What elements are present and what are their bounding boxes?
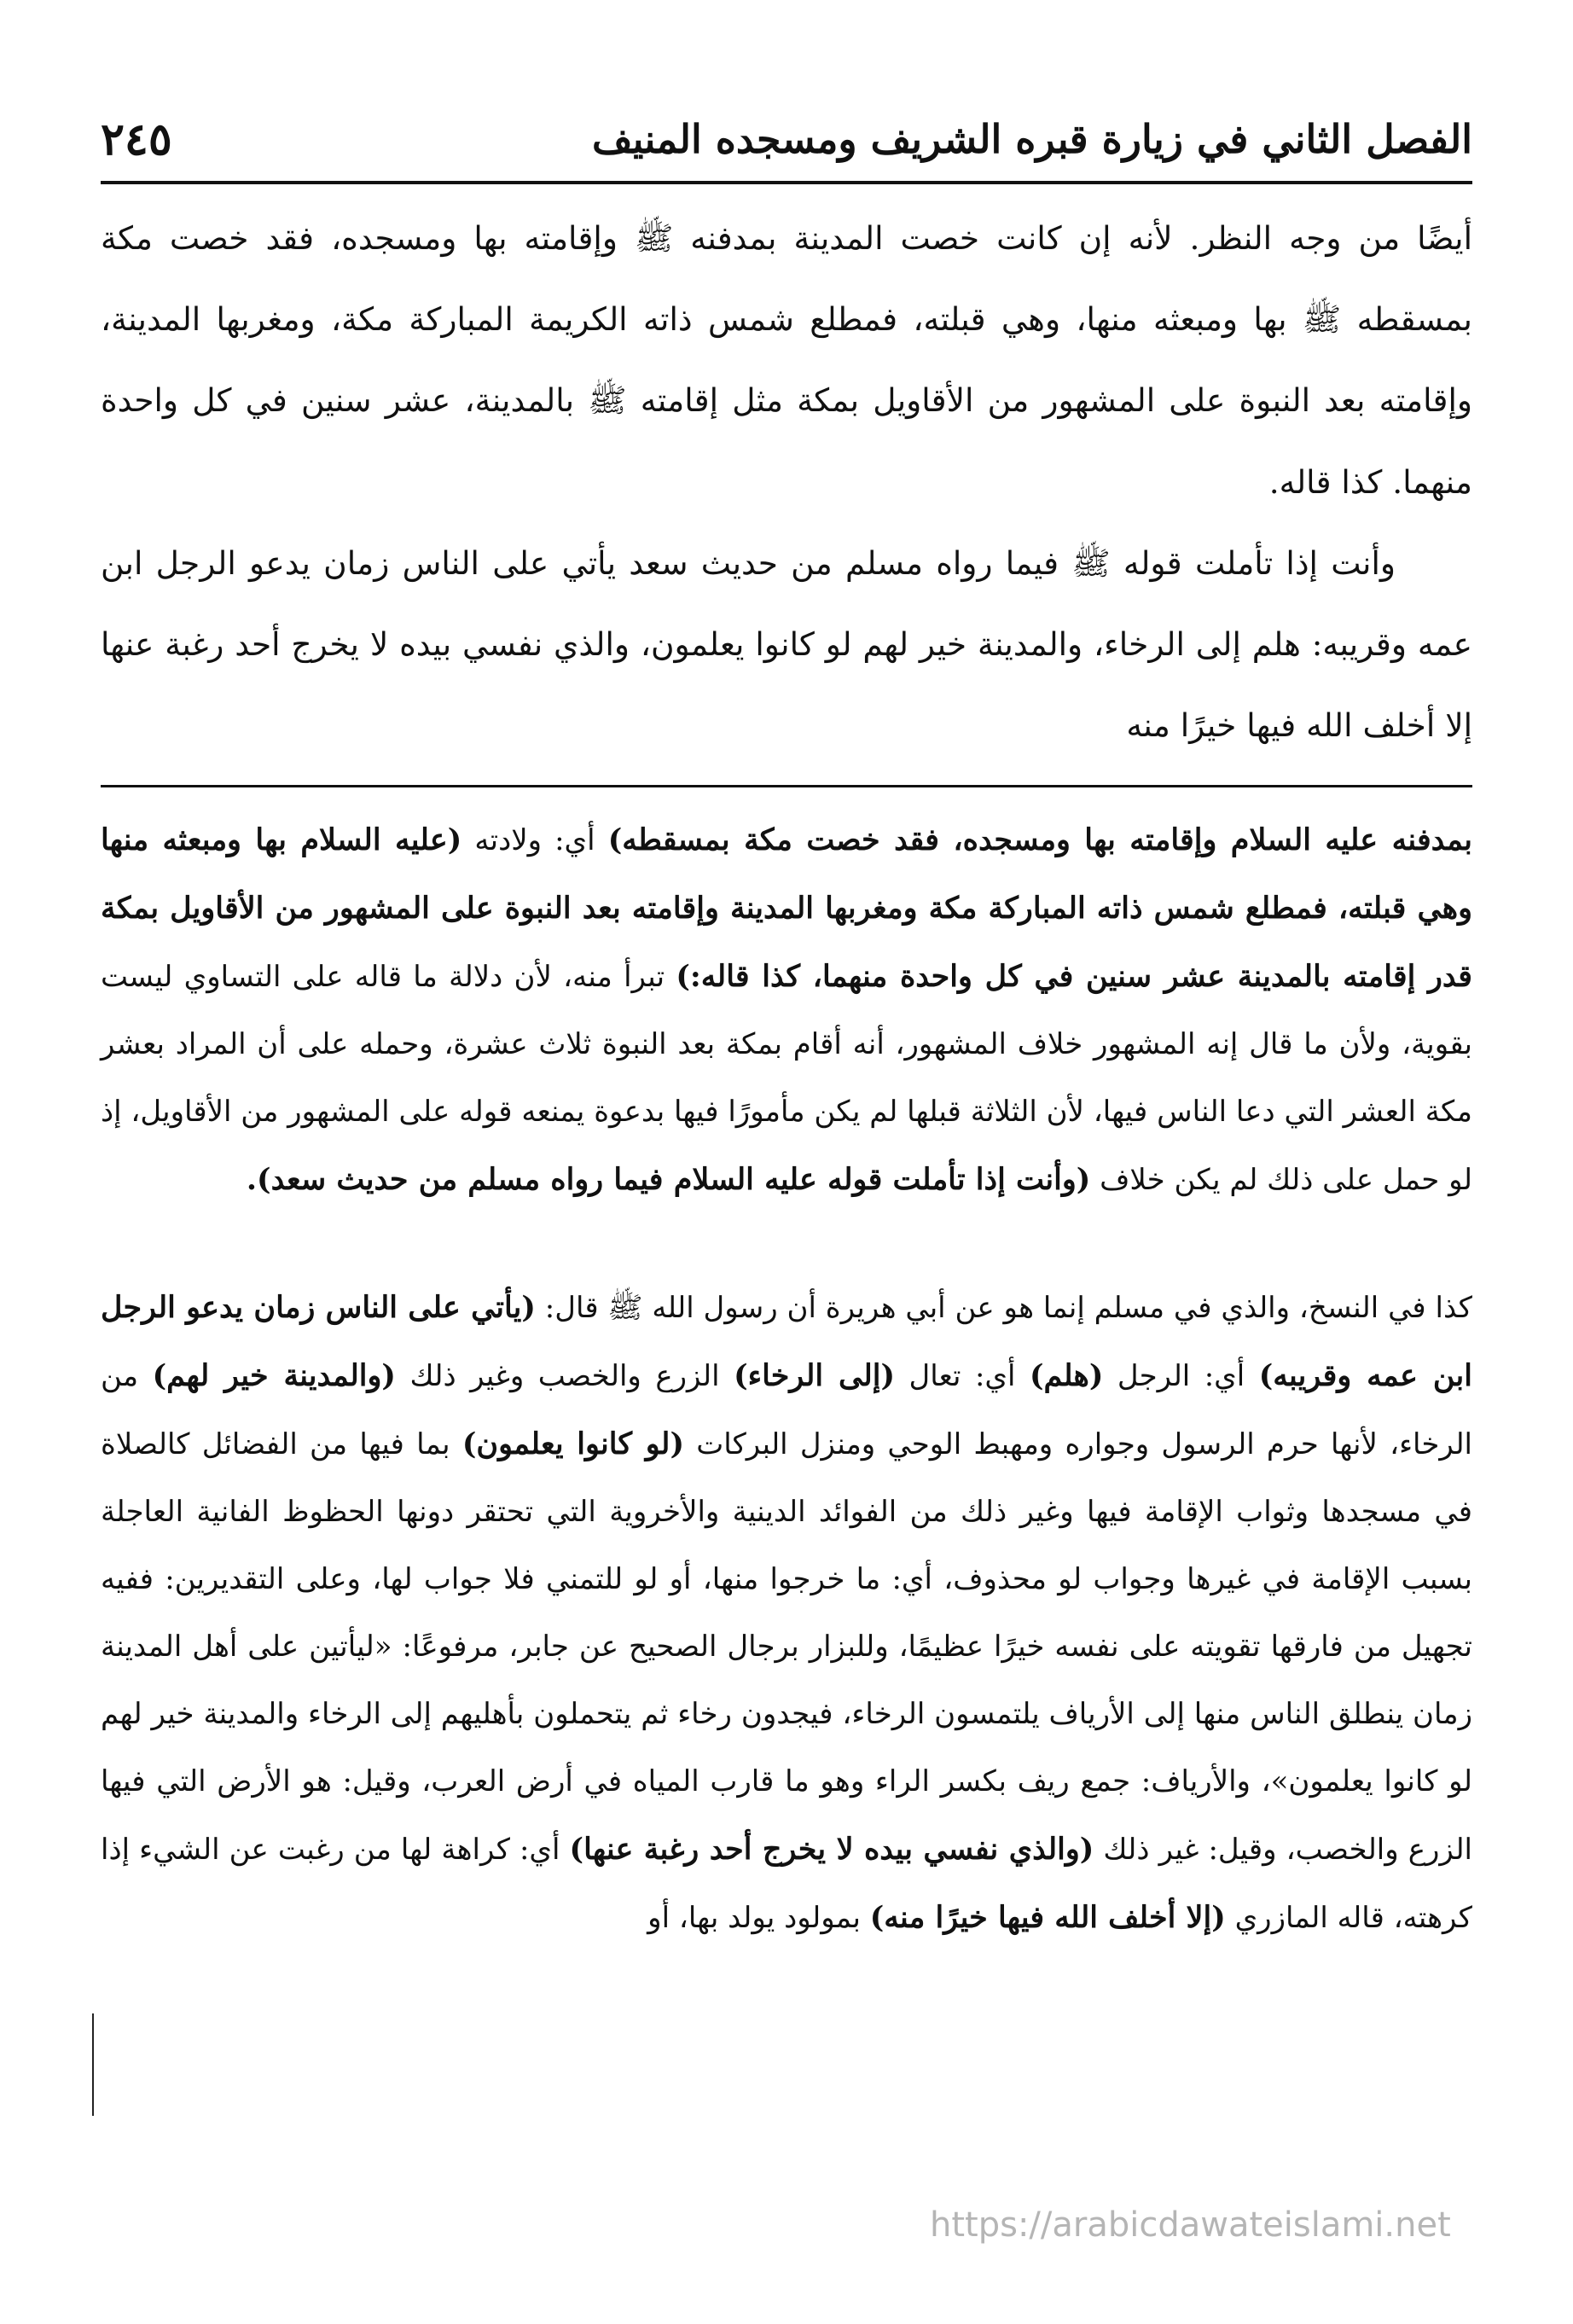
commentary-text-run: بما فيها من الفضائل كالصلاة في مسجدها وثواب الإقامة فيها وغير ذلك من الفوائد الدينية والأخروية التي تحتقر دونها الحظوظ الفانية العاجلة بسبب الإقامة في غيرها وجواب لو محذوف، أي: ما خرجوا منها، أو لو للتمني فلا جواب لها، وعلى التقديرين: ففيه تجهيل من فارقها تقويته على نفسه خيرًا عظيمًا، وللبزار برجال الصحيح عن جابر، مرفوعًا: «ليأتين على أهل المدينة زمان ينطلق الناس منها إلى الأرياف يلتمسون الرخاء، فيجدون رخاء ثم يتحملون بأهليهم إلى الرخاء والمدينة خير لهم لو كانوا يعلمون»، والأرياف: جمع ريف بكسر الراء وهو ما قارب المياه في أرض العرب، وقيل: هو الأرض التي فيها الزرع والخصب، وقيل: غير ذلك: [101, 1427, 1472, 1867]
commentary-text: [101, 806, 1472, 2286]
commentary-text-run: من الرخاء، لأنها حرم الرسول وجواره ومهبط الوحي ومنزل البركات: [101, 1359, 1472, 1461]
quoted-text: (وأنت إذا تأملت قوله عليه السلام فيما رواه مسلم من حديث سعد).: [246, 1162, 1091, 1197]
margin-mark: [92, 2013, 94, 2116]
footnote-divider: [101, 785, 1472, 787]
quoted-text: (يأتي على الناس زمان يدعو الرجل ابن عمه وقريبه): [101, 1290, 1473, 1393]
main-paragraph-2: وأنت إذا تأملت قوله ﷺ فيما رواه مسلم من حديث سعد يأتي على الناس زمان يدعو الرجل ابن عمه وقريبه: هلم إلى الرخاء، والمدينة خير لهم لو كانوا يعلمون، والذي نفسي بيده لا يخرج أحد رغبة عنها إلا أخلف الله فيها خيرًا منه: [101, 543, 1472, 745]
quoted-text: (والذي نفسي بيده لا يخرج أحد رغبة عنها): [569, 1832, 1094, 1867]
main-paragraph-1: أيضًا من وجه النظر. لأنه إن كانت خصت المدينة بمدفنه ﷺ وإقامته بها ومسجده، فقد خصت مكة بمسقطه ﷺ بها ومبعثه منها، وهي قبلته، فمطلع شمس ذاته الكريمة المباركة مكة، ومغربها المدينة، وإقامته بعد النبوة على المشهور من الأقاويل بمكة مثل إقامته ﷺ بالمدينة، عشر سنين في كل واحدة منهما. كذا قاله.: [101, 219, 1472, 501]
commentary-text-run: أي: تعال: [895, 1359, 1030, 1393]
commentary-text-run: تبرأ منه، لأن دلالة ما قاله على التساوي ليست بقوية، ولأن ما قال إنه المشهور خلاف المشهور، أنه أقام بمكة بعد النبوة ثلاث عشرة، وحمله على أن المراد بعشر مكة العشر التي دعا الناس فيها، لأن الثلاثة قبلها لم يكن مأمورًا فيها بدعوة يمنعه قوله على المشهور من الأقاويل، إذ لو حمل على ذلك لم يكن خلاف: [101, 960, 1472, 1197]
page-header: [101, 101, 1472, 177]
main-text: [101, 198, 1472, 770]
quoted-text: بمدفنه عليه السلام وإقامته بها ومسجده، فقد خصت مكة بمسقطه): [607, 822, 1473, 857]
commentary-text-run: كذا في النسخ، والذي في مسلم إنما هو عن أبي هريرة أن رسول الله ﷺ قال:: [535, 1291, 1472, 1325]
commentary-text-run: أي: كراهة لها من رغبت عن الشيء إذا كرهته، قاله المازري: [101, 1833, 1472, 1935]
header-rule: [101, 181, 1472, 184]
quoted-text: (هلم): [1029, 1358, 1104, 1393]
commentary-text-run: الزرع والخصب وغير ذلك: [395, 1359, 734, 1393]
quoted-text: (لو كانوا يعلمون): [461, 1426, 685, 1461]
commentary-text-run: أي: الرجل: [1103, 1359, 1259, 1393]
quoted-text: (عليه السلام بها ومبعثه منها وهي قبلته، فمطلع شمس ذاته المباركة مكة ومغربها المدينة وإقامته بعد النبوة على المشهور من الأقاويل بمكة قدر إقامته بالمدينة عشر سنين في كل واحدة منهما، كذا قاله:): [101, 822, 1472, 994]
commentary-paragraph-2: [101, 1274, 1472, 1952]
quoted-text: (إلا أخلف الله فيها خيرًا منه): [869, 1900, 1226, 1935]
watermark-url: https://arabicdawateislami.net: [930, 2205, 1451, 2245]
commentary-text-run: بمولود يولد بها، أو: [647, 1901, 870, 1935]
quoted-text: (إلى الرخاء): [734, 1358, 896, 1393]
quoted-text: (والمدينة خير لهم): [152, 1358, 396, 1393]
page-number: ٢٤٥: [101, 113, 172, 166]
commentary-paragraph-1: [101, 806, 1472, 1214]
running-head: الفصل الثاني في زيارة قبره الشريف ومسجده المنيف: [592, 116, 1472, 162]
commentary-text-run: أي: ولادته: [461, 823, 608, 857]
